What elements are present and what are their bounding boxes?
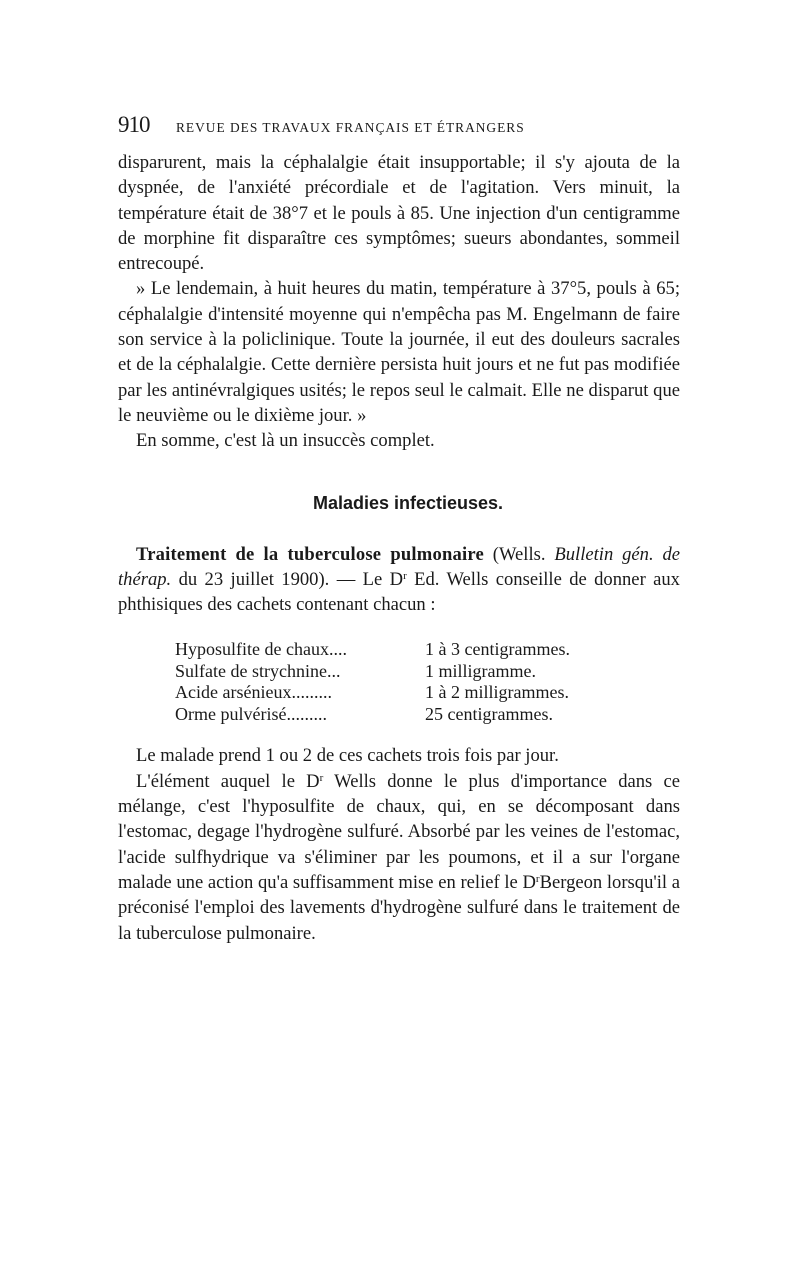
paragraph-case-continuation: disparurent, mais la céphalalgie était insupportable; il s'y ajouta de la dyspnée, de l'anxiété précordiale et de l'agitation. Vers minuit, la température était de 38°7 et le pouls à 85. Une injection d'un centigramme de morphine fit disparaître ces symptômes; sueurs abondantes, sommeil entrecoupé. <box>118 152 680 275</box>
formula-ingredient: Orme pulvérisé......... <box>175 703 327 724</box>
formula-dose: 1 à 2 milligrammes. <box>425 682 569 703</box>
formula-ingredient: Sulfate de strychnine... <box>175 660 341 681</box>
article-intro <box>118 542 680 618</box>
intro-rest: Ed. Wells conseille de donner aux phthisiques des cachets contenant chacun : <box>118 568 680 616</box>
formula-row <box>175 682 680 704</box>
page-header <box>118 112 680 142</box>
formula-dose: 25 centigrammes. <box>425 703 553 724</box>
formula-ingredient: Hyposulfite de chaux.... <box>175 639 347 660</box>
page-number: 910 <box>118 112 150 137</box>
mechanism-text-start: L'élément auquel le D <box>136 770 320 792</box>
paragraph-next-day: » Le lendemain, à huit heures du matin, température à 37°5, pouls à 65; céphalalgie d'intensité moyenne qui n'empêcha pas M. Engelmann de faire son service à la policlinique. Toute la journée, il eut des douleurs sacrales et de la céphalalgie. Cette dernière persista huit jours et ne fut pas modifiée par les antinévralgiques usités; le repos seul le calmait. Elle ne disparut que le neuvième ou le dixième jour. » <box>118 278 680 426</box>
mechanism-text-end: Bergeon lorsqu'il a préconisé l'emploi des lavements d'hydrogène sulfuré dans le traitement de la tuberculose pulmonaire. <box>118 871 680 944</box>
doctor-abbrev-sup: r <box>403 569 407 582</box>
doctor-abbrev-sup: r <box>319 771 324 784</box>
citation-close: du 23 juillet 1900). — Le D <box>171 568 404 590</box>
paragraph-dosage: Le malade prend 1 ou 2 de ces cachets trois fois par jour. <box>136 745 559 767</box>
doctor-abbrev-sup: r <box>535 872 540 885</box>
article-title: Traitement de la tuberculose pulmonaire <box>136 543 484 565</box>
prescription-formula <box>175 639 680 725</box>
paragraph-conclusion: En somme, c'est là un insuccès complet. <box>136 430 435 452</box>
mechanism-text-middle: Wells donne le plus d'importance dans ce mélange, c'est l'hyposulfite de chaux, qui, en se décomposant dans l'estomac, degage l'hydrogène sulfuré. Absorbé par les veines de l'estomac, l'acide sulfhydrique va s'éliminer par les poumons, et il a sur l'organe malade une action qu'a suffisamment mise en relief le D <box>118 770 680 893</box>
formula-row <box>175 639 680 661</box>
book-page <box>118 112 680 946</box>
formula-row <box>175 661 680 683</box>
formula-dose: 1 milligramme. <box>425 660 536 681</box>
paragraph-mechanism <box>118 769 680 946</box>
running-title: REVUE DES TRAVAUX FRANÇAIS ET ÉTRANGERS <box>176 120 525 135</box>
citation-open: (Wells. <box>483 543 555 565</box>
journal-name: Bulletin gén. de thérap. <box>118 543 680 590</box>
formula-ingredient: Acide arsénieux......... <box>175 682 332 703</box>
formula-dose: 1 à 3 centigrammes. <box>425 639 570 660</box>
section-title: Maladies infectieuses. <box>312 492 504 513</box>
formula-row <box>175 704 680 726</box>
